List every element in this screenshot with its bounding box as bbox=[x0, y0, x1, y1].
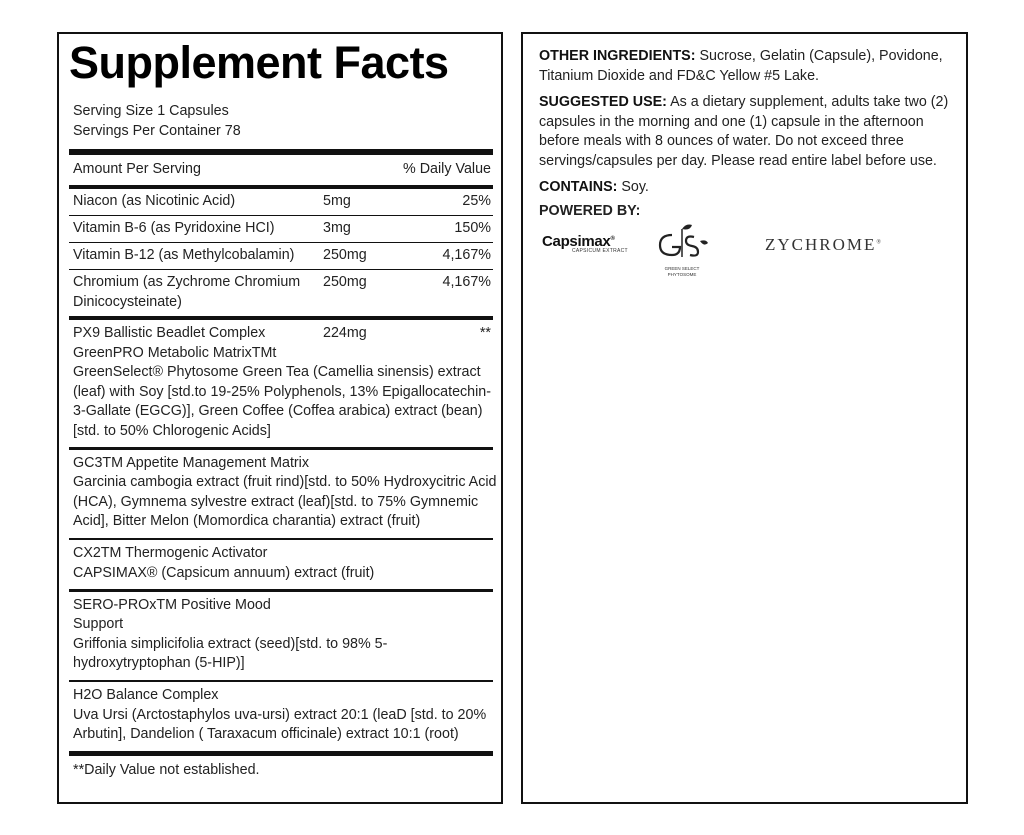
nutrient-name: Vitamin B-6 (as Pyridoxine HCI) bbox=[73, 220, 275, 236]
facts-title: Supplement Facts bbox=[69, 37, 449, 88]
nutrient-daily-value: 4,167% bbox=[442, 247, 491, 263]
amount-header-row bbox=[71, 155, 491, 185]
capsimax-subtitle: CAPSICUM EXTRACT bbox=[572, 247, 628, 254]
contains bbox=[539, 178, 958, 198]
blend-daily-value bbox=[383, 596, 491, 635]
footnote: **Daily Value not established. bbox=[73, 761, 260, 778]
use-text: As a dietary supplement, adults take two (2) capsules in the morning and one (1) capsule in the afternoon before meals with 8 ounces of water. Do not exceed three servings/capsules per day. Please read entire label before use. bbox=[539, 94, 949, 169]
zychrome-logo bbox=[765, 235, 883, 255]
partner-logos bbox=[539, 223, 958, 283]
greenselect-caption-1: GREEN SELECT bbox=[664, 265, 700, 271]
blend-row bbox=[71, 450, 497, 538]
zychrome-wordmark: ZYCHROME bbox=[765, 234, 877, 254]
greenselect-logo bbox=[652, 223, 712, 278]
suggested-use bbox=[539, 93, 958, 171]
blend-amount: 224mg bbox=[323, 325, 367, 341]
amount-header: Amount Per Serving bbox=[73, 161, 201, 178]
blend-name: PX9 Ballistic Beadlet Complex bbox=[73, 325, 266, 341]
blend-row bbox=[71, 592, 491, 680]
blend-name: GC3TM Appetite Management Matrix bbox=[73, 454, 309, 471]
serving-size: Serving Size 1 Capsules bbox=[73, 103, 229, 119]
nutrient-amount: 250mg bbox=[323, 247, 367, 263]
capsimax-wordmark: Capsimax bbox=[542, 232, 611, 250]
blend-description: Griffonia simplicifolia extract (seed)[std. to 98% 5-hydroxytryptophan (5-HIP)] bbox=[73, 635, 388, 671]
nutrient-row bbox=[71, 270, 491, 315]
info-panel bbox=[521, 32, 968, 804]
nutrient-amount: 3mg bbox=[323, 220, 351, 236]
blend-row bbox=[71, 682, 491, 751]
nutrient-name: Vitamin B-12 (as Methylcobalamin) bbox=[73, 247, 295, 263]
serving-info bbox=[71, 101, 491, 141]
nutrient-row bbox=[71, 243, 491, 269]
greenselect-caption-2: PHYTOSOME bbox=[667, 271, 697, 277]
contains-text: Soy. bbox=[621, 179, 649, 195]
powered-by-label: POWERED BY: bbox=[539, 202, 641, 219]
blend-amount bbox=[323, 454, 383, 474]
blend-daily-value: ** bbox=[479, 325, 491, 341]
nutrient-daily-value: 150% bbox=[454, 220, 491, 236]
other-label: OTHER INGREDIENTS: bbox=[539, 48, 696, 64]
blend-description: Garcinia cambogia extract (fruit rind)[std. to 50% Hydroxycitric Acid (HCA), Gymnema sylvestre extract (leaf)[std. to 75% Gymnemic Acid], Bitter Melon (Momordica charantia) extract (fruit) bbox=[73, 474, 497, 529]
blend-name: CX2TM Thermogenic Activator bbox=[73, 545, 268, 561]
blend-daily-value bbox=[383, 686, 491, 706]
blend-row bbox=[71, 540, 491, 589]
blend-daily-value bbox=[383, 454, 491, 474]
nutrient-daily-value: 4,167% bbox=[442, 274, 491, 290]
other-ingredients bbox=[539, 47, 958, 86]
blend-amount bbox=[323, 686, 383, 706]
blend-amount bbox=[323, 596, 383, 635]
other-text: Sucrose, Gelatin (Capsule), Povidone, Titanium Dioxide and FD&C Yellow #5 Lake. bbox=[539, 48, 943, 84]
supplement-facts-panel bbox=[57, 32, 503, 804]
blend-description: CAPSIMAX® (Capsicum annuum) extract (fruit) bbox=[73, 564, 375, 581]
blend-name: SERO-PROxTM Positive Mood Support bbox=[73, 596, 271, 632]
zychrome-registered: ® bbox=[876, 238, 883, 245]
dv-header: % Daily Value bbox=[403, 161, 491, 178]
blend-name: H2O Balance Complex bbox=[73, 687, 219, 703]
blend-amount bbox=[323, 544, 383, 564]
servings-per-container: Servings Per Container 78 bbox=[73, 123, 241, 139]
nutrient-row bbox=[71, 189, 491, 215]
blend-description: Uva Ursi (Arctostaphylos uva-ursi) extract 20:1 (leaD [std. to 20% Arbutin], Dandelion ( Taraxacum officinale) extract 10:1 (root) bbox=[73, 706, 487, 742]
nutrient-list bbox=[71, 189, 491, 315]
blend-list bbox=[71, 320, 497, 751]
nutrient-daily-value: 25% bbox=[462, 193, 491, 209]
nutrient-amount: 5mg bbox=[323, 193, 351, 209]
nutrient-amount: 250mg bbox=[323, 274, 367, 290]
use-label: SUGGESTED USE: bbox=[539, 94, 667, 110]
blend-description: GreenPRO Metabolic MatrixTMt GreenSelect® Phytosome Green Tea (Camellia sinensis) extract (leaf) with Soy [std.to 19-25% Polyphenols, 13% Epigallocatechin-3-Gallate (EGCG)], Green Coffee (Coffea arabica) extract (bean) [std. to 50% Chlorogenic Acids] bbox=[73, 344, 492, 439]
contains-label: CONTAINS: bbox=[539, 179, 618, 195]
blend-daily-value bbox=[383, 544, 491, 564]
nutrient-row bbox=[71, 216, 491, 242]
nutrient-name: Niacon (as Nicotinic Acid) bbox=[73, 193, 236, 209]
nutrient-name: Chromium (as Zychrome Chromium Dinicocysteinate) bbox=[73, 274, 301, 310]
greenselect-mark-icon bbox=[652, 223, 712, 261]
capsimax-registered: ® bbox=[610, 235, 615, 242]
blend-row bbox=[71, 320, 491, 447]
capsimax-logo bbox=[542, 233, 628, 254]
